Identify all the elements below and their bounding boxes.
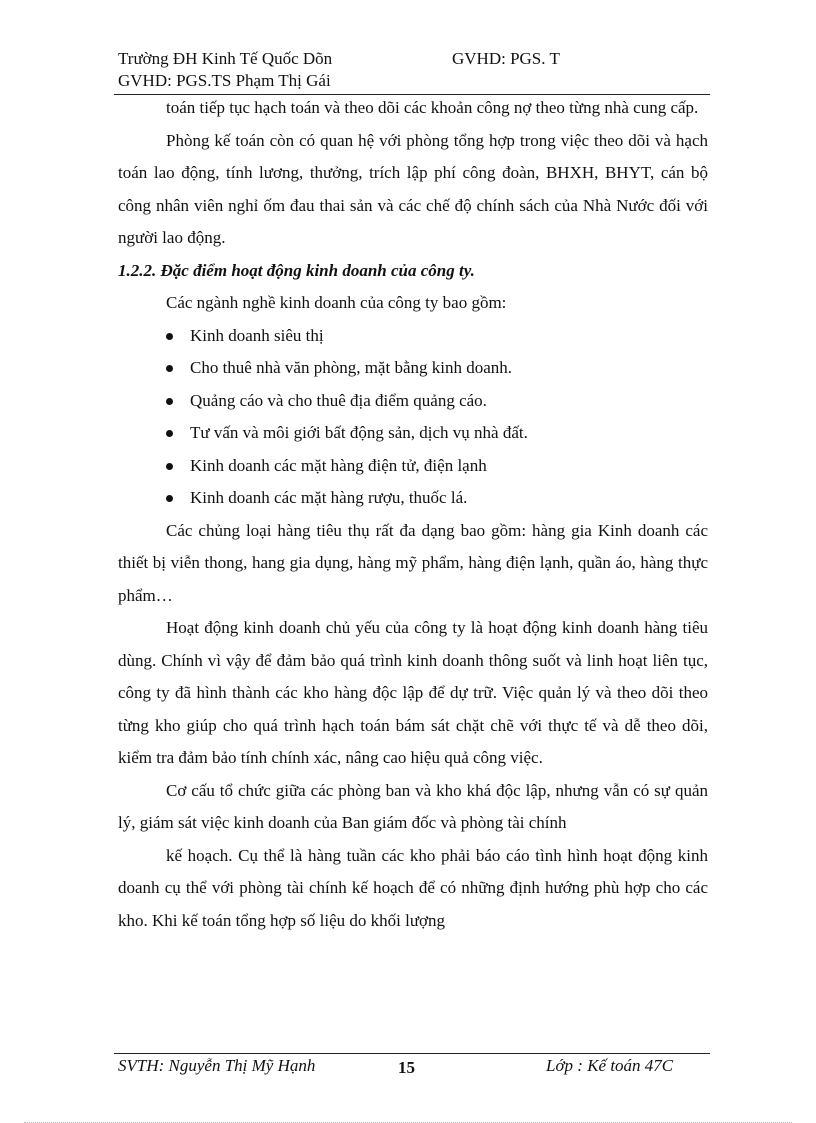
list-item	[118, 320, 708, 353]
list-item-text: Kinh doanh các mặt hàng điện tử, điện lạnh	[190, 455, 487, 475]
list-item	[118, 352, 708, 385]
bullet-icon	[166, 365, 173, 372]
list-item-text: Kinh doanh siêu thị	[190, 325, 324, 345]
list-item-text: Tư vấn và môi giới bất động sản, dịch vụ nhà đất.	[190, 423, 528, 442]
header-school: Trường ĐH Kinh Tế Quốc Dõn	[118, 49, 333, 68]
footer-rule	[114, 1053, 710, 1054]
paragraph-3: Các chủng loại hàng tiêu thụ rất đa dạng bao gồm: hàng gia Kinh doanh các thiết bị viễn thong, hang gia dụng, hàng mỹ phẩm, hàng điện lạnh, quần áo, hàng thực phẩm…	[118, 520, 708, 605]
bullet-icon	[166, 495, 173, 502]
page-body	[118, 92, 708, 937]
paragraph-5: Cơ cấu tổ chức giữa các phòng ban và kho khá độc lập, nhưng vẫn có sự quản lý, giám sát việc kinh doanh của Ban giám đốc và phòng tài chính	[118, 780, 708, 832]
paragraph-4: Hoạt động kinh doanh chủ yếu của công ty là hoạt động kinh doanh hàng tiêu dùng. Chính vì vậy để đảm bảo quá trình kinh doanh thông suốt và linh hoạt liên tục, công ty đã hình thành các kho hàng độc lập để dự trữ. Việc quản lý và theo dõi theo từng kho giúp cho quá trình hạch toán bám sát chặt chẽ với thực tế và dễ theo dõi, kiểm tra đảm bảo tính chính xác, nâng cao hiệu quả công việc.	[118, 618, 708, 767]
header-advisor: GVHD: PGS.TS Phạm Thị Gái	[118, 71, 331, 90]
paragraph-2: Phòng kế toán còn có quan hệ với phòng tổng hợp trong việc theo dõi và hạch toán lao động, tính lương, thưởng, trích lập phí công đoàn, BHXH, BHYT, cán bộ công nhân viên nghỉ ốm đau thai sản và các chế độ chính sách của Nhà Nước đối với người lao động.	[118, 130, 708, 247]
list-item	[118, 482, 708, 515]
list-item	[118, 417, 708, 450]
list-item-text: Cho thuê nhà văn phòng, mặt bằng kinh doanh.	[190, 358, 513, 377]
bullet-icon	[166, 398, 173, 405]
header-advisor-short: GVHD: PGS. T	[452, 49, 560, 68]
bullet-icon	[166, 430, 173, 437]
bullet-icon	[166, 333, 173, 340]
footer-class: Lớp : Kế toán 47C	[546, 1056, 674, 1075]
list-item-text: Quảng cáo và cho thuê địa điểm quảng cáo.	[190, 390, 487, 410]
paragraph-1: toán tiếp tục hạch toán và theo dõi các khoản công nợ theo từng nhà cung cấp.	[166, 98, 699, 117]
list-item	[118, 450, 708, 483]
list-item-text: Kinh doanh các mặt hàng rượu, thuốc lá.	[190, 488, 468, 507]
paragraph-6: kế hoạch. Cụ thể là hàng tuần các kho phải báo cáo tình hình hoạt động kinh doanh cụ thể với phòng tài chính kế hoạch để có những định hướng phù hợp cho các kho. Khi kế toán tổng hợp số liệu do khối lượng	[118, 845, 708, 930]
page-number: 15	[398, 1058, 415, 1077]
section-heading: 1.2.2. Đặc điểm hoạt động kinh doanh của công ty.	[118, 260, 475, 280]
business-intro: Các ngành nghề kinh doanh của công ty bao gồm:	[166, 293, 507, 312]
bullet-icon	[166, 463, 173, 470]
list-item	[118, 385, 708, 418]
footer-student: SVTH: Nguyễn Thị Mỹ Hạnh	[118, 1056, 316, 1075]
